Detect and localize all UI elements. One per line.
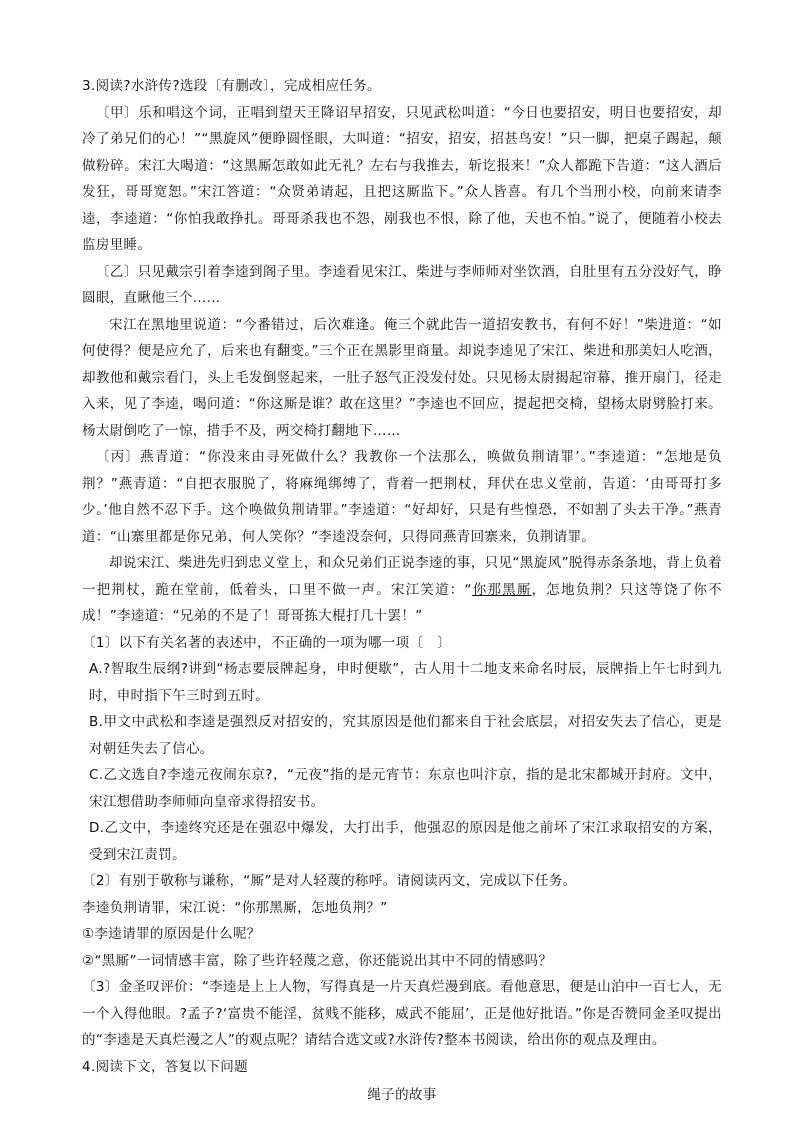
option-d: D.乙文中，李逵终究还是在强忍中爆发，大打出手，他强忍的原因是他之前坏了宋江求取招安的方案，受到宋江责罚。 bbox=[89, 820, 722, 863]
option-b: B.甲文中武松和李逵是强烈反对招安的，究其原因是他们都来自于社会底层，对招安失去了信心，更是对朝廷失去了信心。 bbox=[89, 714, 722, 757]
question-3-heading: 3.阅读?水浒传?选段〔有删改〕，完成相应任务。 bbox=[82, 78, 381, 94]
sub-question-2-task-2: ②“黑厮”一词情感丰富，除了些许轻蔑之意，你还能说出其中不同的情感吗？ bbox=[82, 952, 553, 969]
sub-question-3: 〔3〕金圣叹评价：“李逵是上上人物，写得真是一片天真烂漫到底。看他意思，便是山泊中一百七人，无一个入得他眼。?孟子?‘富贵不能淫，贫贱不能移，威武不能屈’，正是他好批语。”你是否赞同金圣叹提出的“李逵是天真烂漫之人”的观点呢？请结合选文或?水浒传?整本书阅读，给出你的观点及理由。 bbox=[82, 979, 722, 1048]
passage-bing-part2-tail: ，怎地负荆？只这等饶了你不成！”李逵道：“兄弟的不是了！哥哥拣大棍打几十罢！” bbox=[82, 581, 722, 624]
question-4-heading: 4.阅读下文，答复以下问题 bbox=[82, 1058, 248, 1075]
sub-question-1: 〔1〕以下有关名著的表述中，不正确的一项为哪一项〔 〕 bbox=[82, 634, 452, 651]
underlined-phrase: 你那黑厮 bbox=[471, 581, 532, 598]
sub-question-2-task-1: ①李逵请罪的原因是什么呢？ bbox=[82, 926, 261, 942]
passage-bing-part2-lead: 却说宋江、柴进先归到忠义堂上，和众兄弟们正说李逵的事，只见“黑旋风”脱得赤条条地，背上负着一把荆杖，跪在堂前，低着头，口里不做一声。宋江笑道：“ bbox=[82, 555, 722, 598]
sub-question-2-context: 李逵负荆请罪，宋江说：“你那黑厮，怎地负荆？” bbox=[82, 899, 388, 916]
passage-yi-part2: 宋江在黑地里说道：“今番错过，后次难逢。俺三个就此告一道招安教书，有何不好！”柴进道：“如何使得？便是应允了，后来也有翻变。”三个正在黑影里商量。却说李逵见了宋江、柴进和那美妇人吃酒，却教他和戴宗看门，头上毛发倒竖起来，一肚子怒气正没发付处。只见杨太尉揭起帘幕，推开扇门，径走入来，见了李逵，喝问道：“你这厮是谁？敢在这里？”李逵也不回应，提起把交椅，望杨太尉劈脸打来。杨太尉倒吃了一惊，措手不及，两交椅打翻地下…… bbox=[82, 316, 722, 439]
story-title: 绳子的故事 bbox=[367, 1087, 437, 1103]
passage-yi-part1: 〔乙〕只见戴宗引着李逵到阁子里。李逵看见宋江、柴进与李师师对坐饮酒，自肚里有五分没好气，睁圆眼，直瞅他三个…… bbox=[82, 263, 722, 306]
passage-bing-part2 bbox=[82, 550, 722, 630]
sub-question-2: 〔2〕有别于敬称与谦称，“厮”是对人轻蔑的称呼。请阅读丙文，完成以下任务。 bbox=[82, 873, 577, 889]
passage-bing-part1: 〔丙〕燕青道：“你没来由寻死做什么？我教你一个法那么，唤做负荆请罪’。”李逵道：“怎地是负荆？”燕青道：“自把衣服脱了，将麻绳绑缚了，背着一把荆杖，拜伏在忠义堂前，告道：‘由哥哥打多少。’他自然不忍下手。这个唤做负荆请罪。”李逵道：“好却好，只是有些惶恐，不如割了头去干净。”燕青道：“山寨里都是你兄弟，何人笑你？”李逵没奈何，只得同燕青回寨来，负荆请罪。 bbox=[82, 449, 722, 545]
document-page bbox=[82, 73, 722, 1109]
passage-jia: 〔甲〕乐和唱这个词，正唱到望天王降诏早招安，只见武松叫道：“今日也要招安，明日也要招安，却冷了弟兄们的心！”“黑旋风”便睁圆怪眼，大叫道：“招安，招安，招甚鸟安！”只一脚，把桌子踢起，颠做粉碎。宋江大喝道：“这黑厮怎敢如此无礼？左右与我推去，斩讫报来！”众人都跪下告道：“这人酒后发狂，哥哥宽恕。”宋江答道：“众贤弟请起，且把这厮监下。”众人皆喜。有几个当刑小校，向前来请李逵，李逵道：“你怕我敢挣扎。哥哥杀我也不怨，剐我也不恨，除了他，天也不怕。”说了，便随着小校去监房里睡。 bbox=[82, 104, 722, 253]
option-a: A.?智取生辰纲?讲到“杨志要辰牌起身，申时便歇”，古人用十二地支来命名时辰，辰牌指上午七时到九时，申时指下午三时到五时。 bbox=[89, 661, 722, 704]
option-c: C.乙文选自?李逵元夜闹东京?，“元夜”指的是元宵节：东京也叫汴京，指的是北宋都城开封府。文中，宋江想借助李师师向皇帝求得招安书。 bbox=[89, 767, 722, 810]
